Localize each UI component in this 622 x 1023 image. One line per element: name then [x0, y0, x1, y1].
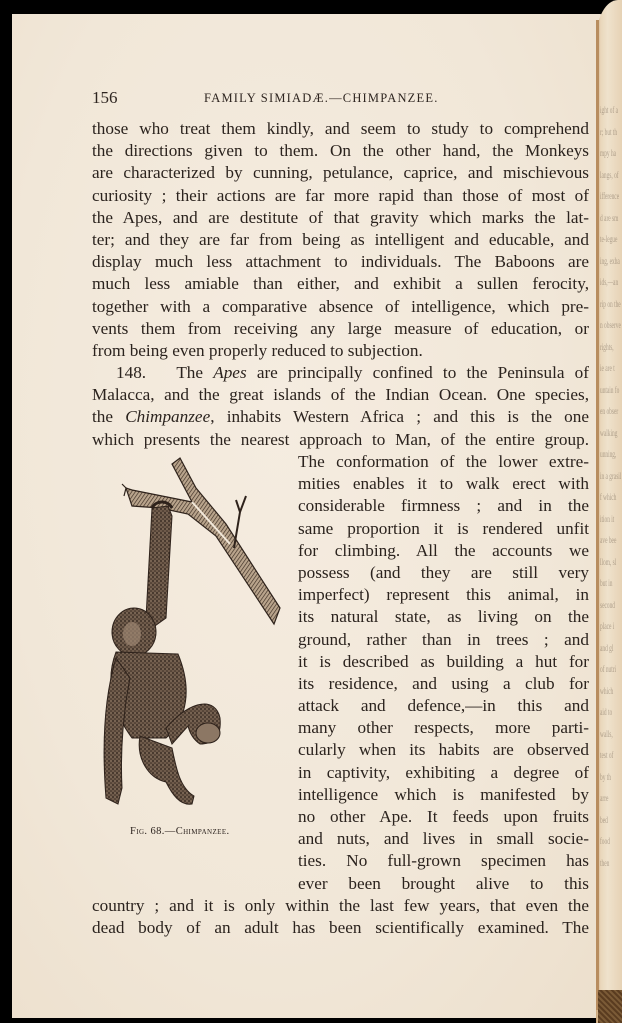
- paragraph-1-line: from being even properly reduced to subjection.: [92, 340, 423, 360]
- bleed-line: ie are t: [600, 363, 615, 373]
- paragraph-1-line: much less amiable than either, and exhibit a sullen ferocity,: [92, 274, 589, 294]
- paragraph-2-line-3: the Chimpanzee, inhabits Western Africa ; and this is the one: [92, 407, 589, 427]
- paragraph-2-line-2: Malacca, and the great islands of the Indian Ocean. One species,: [92, 385, 589, 405]
- paragraph-2-opening: [92, 362, 589, 451]
- bleed-line: te-legue: [600, 234, 618, 244]
- figure-caption: Fig. 68.—Chimpanzee.: [130, 826, 230, 837]
- bleed-line: llom, sl: [600, 556, 617, 567]
- wrapped-column-line: possess (and they are still very: [298, 562, 589, 582]
- paragraph-1-line: curiosity ; their actions are far more rapid than those of most of: [92, 185, 589, 205]
- term-chimpanzee: Chimpanzee: [125, 407, 211, 427]
- bleed-line: ight of a: [600, 105, 618, 115]
- bleed-line: bed: [600, 814, 608, 825]
- bleed-line: of nutri: [600, 664, 617, 674]
- paragraph-1-line: the directions given to them. On the other hand, the Monkeys: [92, 141, 589, 161]
- wrapped-column-line: ever been brought alive to this: [298, 873, 589, 893]
- wrapped-column-line: no other Ape. It feeds upon fruits: [298, 807, 589, 826]
- bleed-line: ids,—an: [600, 277, 619, 287]
- bleed-line: ave bee: [600, 535, 617, 545]
- bleed-line: and gl: [600, 642, 614, 653]
- wrapped-column-line: ground, rather than in trees ; and: [298, 629, 589, 649]
- running-head: [92, 88, 590, 108]
- paragraph-2-wrapped-column: [298, 451, 589, 895]
- chimpanzee-body: [104, 608, 220, 804]
- bleed-line: in a grasil: [600, 470, 622, 481]
- wrapped-column-line: considerable firmness ; and in the: [298, 496, 589, 516]
- paragraph-1-line: those who treat them kindly, and seem to study to comprehend: [92, 119, 589, 138]
- bleed-line: ition it: [600, 513, 615, 524]
- wrapped-column-line: in captivity, exhibiting a degree of: [298, 762, 589, 782]
- paragraph-1-line: are characterized by cunning, petulance, caprice, and mischievous: [92, 163, 589, 183]
- wrapped-column-line: attack and defence,—in this and: [298, 696, 589, 716]
- paragraph-1-line: vents them from receiving any large measure of education, or: [92, 318, 589, 338]
- bleed-line: rights,: [600, 341, 614, 352]
- wrapped-column-line: cularly when its habits are observed: [298, 740, 589, 760]
- bleed-line: rip on the: [600, 298, 621, 309]
- bleed-line: aid to: [600, 707, 613, 717]
- wrapped-column-line: its residence, and using a club for: [298, 673, 589, 693]
- bleed-line: place i: [600, 621, 615, 631]
- bleed-line: walls,: [600, 728, 613, 739]
- tree-branch: [122, 458, 280, 624]
- bleed-line: d are sm: [600, 212, 619, 223]
- facing-page-bleed-text: [600, 100, 622, 980]
- book-spine-corner: [598, 990, 622, 1023]
- bleed-line: ing, exha: [600, 255, 620, 266]
- bleed-line: walking: [600, 427, 618, 438]
- wrapped-column-line: imperfect) represent this animal, in: [298, 585, 589, 605]
- bleed-line: which: [600, 685, 614, 696]
- paragraph-2-closing-line: country ; and it is only within the last few years, that even the: [92, 896, 589, 915]
- paragraph-2-line-4: which presents the nearest approach to Man, of the entire group.: [92, 429, 589, 449]
- chimpanzee-illustration: [96, 448, 296, 828]
- bleed-line: by th: [600, 771, 611, 782]
- paragraph-1: [92, 118, 589, 362]
- wrapped-column-line: ties. No full-grown specimen has: [298, 851, 589, 871]
- bleed-line: langs, of: [600, 169, 619, 180]
- bleed-line: food: [600, 836, 610, 846]
- bleed-line: r; but th: [600, 126, 618, 137]
- wrapped-column-line: intelligence which is manifested by: [298, 784, 589, 804]
- paragraph-1-line: display much less attachment to individuals. The Baboons are: [92, 252, 589, 272]
- bleed-line: en obser: [600, 406, 619, 416]
- page-number: 156: [92, 88, 118, 107]
- bleed-line: f which: [600, 492, 617, 502]
- bleed-line: but in: [600, 578, 613, 588]
- running-head-title: FAMILY SIMIADÆ.—CHIMPANZEE.: [204, 91, 439, 105]
- bleed-line: unning,: [600, 449, 617, 459]
- chimpanzee-arm: [146, 502, 172, 628]
- paragraph-2-closing: [92, 895, 589, 939]
- bleed-line: then: [600, 857, 610, 868]
- term-apes: Apes: [213, 363, 247, 382]
- bleed-line: untain fo: [600, 384, 620, 395]
- wrapped-column-line: The conformation of the lower extre-: [298, 452, 589, 471]
- paragraph-2-closing-line: dead body of an adult has been scientifically examined. The: [92, 918, 589, 938]
- wrapped-column-line: for climbing. All the accounts we: [298, 540, 589, 560]
- bleed-line: test of: [600, 750, 614, 760]
- paragraph-1-line: the Apes, and are destitute of that gravity which marks the lat-: [92, 207, 589, 227]
- paragraph-number: 148.: [116, 363, 147, 382]
- paragraph-2-line-1: 148. The Apes are principally confined to the Peninsula of: [116, 363, 589, 382]
- paragraph-1-line: ter; and they are far from being as intelligent and educable, and: [92, 229, 589, 249]
- page-gutter-shadow: [596, 20, 599, 1010]
- paragraph-1-line: together with a comparative absence of intelligence, which pre-: [92, 296, 589, 316]
- wrapped-column-line: it is described as building a hut for: [298, 651, 589, 671]
- wrapped-column-line: and nuts, and lives in small socie-: [298, 829, 589, 849]
- bleed-line: ifference: [600, 191, 620, 201]
- bleed-line: second: [600, 599, 615, 610]
- bleed-line: mpy ha: [600, 148, 617, 158]
- wrapped-column-line: mities enables it to walk erect with: [298, 474, 589, 494]
- wrapped-column-line: many other respects, more parti-: [298, 718, 589, 738]
- wrapped-column-line: same proportion it is rendered unfit: [298, 518, 589, 538]
- bleed-line: n observe: [600, 320, 621, 330]
- bleed-line: arre: [600, 793, 609, 803]
- wrapped-column-line: its natural state, as living on the: [298, 607, 589, 627]
